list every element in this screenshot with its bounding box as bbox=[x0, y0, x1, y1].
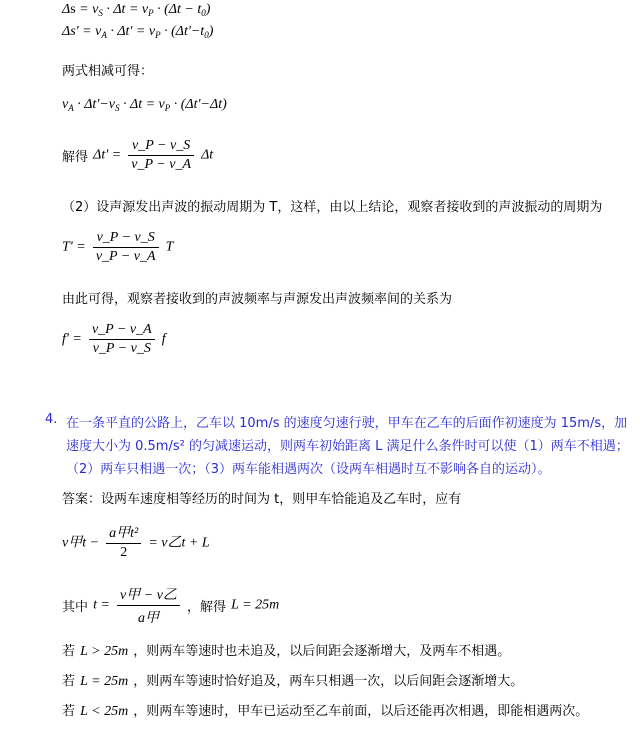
subtract-text: 两式相减可得： bbox=[62, 64, 154, 79]
period-formula bbox=[62, 230, 173, 265]
case-1-prefix: 若 bbox=[62, 644, 76, 659]
dt-denominator: v_P − v_A bbox=[131, 157, 191, 172]
case-2-prefix: 若 bbox=[62, 674, 76, 689]
case-2-text: ，则两车等速时恰好追及，两车只相遇一次，以后间距会逐渐增大。 bbox=[133, 674, 524, 689]
case-3-prefix: 若 bbox=[62, 704, 76, 719]
chase-rhs: = v乙t + L bbox=[148, 535, 210, 551]
t-lhs: t = bbox=[93, 597, 110, 613]
solve2-label: ，解得 bbox=[187, 600, 227, 615]
question-line-1: 在一条平直的公路上，乙车以 10m/s 的速度匀速行驶，甲车在乙车的后面作初速度为 15m/s，加 bbox=[66, 416, 628, 431]
equation-line-2: $\Delta s' = v_A \cdot \Delta t' = v_P \cdot (\Delta t'-t_0)$ bbox=[62, 24, 214, 40]
T-numerator: v_P − v_S bbox=[93, 230, 159, 248]
T-lhs: T' = bbox=[62, 239, 86, 255]
t-numerator: v甲 − v乙 bbox=[117, 584, 180, 606]
T-tail: T bbox=[165, 239, 174, 255]
chase-denominator: 2 bbox=[120, 545, 128, 560]
part2-text: （2）设声源发出声波的振动周期为 T，这样，由以上结论，观察者接收到的声波振动的周期为 bbox=[62, 200, 603, 215]
equation-line-1: $\Delta s = v_S \cdot \Delta t = v_P \cdot (\Delta t - t_0)$ bbox=[62, 2, 211, 18]
solve-label: 解得 bbox=[62, 150, 89, 165]
L-result: L = 25m bbox=[231, 597, 280, 613]
case-1-text: ，则两车等速时也未追及，以后间距会逐渐增大，及两车不相遇。 bbox=[133, 644, 511, 659]
solve-dt-block bbox=[62, 138, 213, 173]
f-denominator: v_P − v_S bbox=[92, 341, 151, 356]
dt-numerator: v_P − v_S bbox=[128, 138, 194, 156]
case-3 bbox=[62, 700, 588, 720]
dt-tail: Δt bbox=[201, 147, 214, 163]
t-denominator: a甲 bbox=[137, 611, 159, 626]
case-3-text: ，则两车等速时，甲车已运动至乙车前面，以后还能再次相遇，即能相遇两次。 bbox=[133, 704, 589, 719]
case-1 bbox=[62, 640, 510, 660]
case-3-condition: L < 25m bbox=[80, 704, 129, 719]
equation-line-3: $v_A \cdot \Delta t'-v_S \cdot \Delta t = v_P \cdot (\Delta t'-\Delta t)$ bbox=[62, 97, 227, 113]
question-number: 4. bbox=[45, 412, 58, 427]
dt-lhs: Δt' = bbox=[93, 147, 122, 163]
t-fraction bbox=[117, 584, 180, 627]
f-tail: f bbox=[161, 331, 166, 347]
case-2 bbox=[62, 670, 523, 690]
where-label: 其中 bbox=[62, 600, 89, 615]
chase-equation bbox=[62, 522, 210, 561]
question-line-2: 速度大小为 0.5m/s² 的匀减速运动，则两车初始距离 L 满足什么条件时可以使（1）两车不相遇； bbox=[66, 439, 629, 454]
f-lhs: f' = bbox=[62, 331, 82, 347]
T-denominator: v_P − v_A bbox=[95, 249, 156, 264]
conclude-text: 由此可得，观察者接收到的声波频率与声源发出声波频率间的关系为 bbox=[62, 292, 453, 307]
case-1-condition: L > 25m bbox=[80, 644, 129, 659]
T-fraction bbox=[93, 230, 159, 265]
chase-numerator: a甲t² bbox=[106, 522, 141, 544]
case-2-condition: L = 25m bbox=[80, 674, 129, 689]
dt-fraction bbox=[128, 138, 194, 173]
chase-fraction bbox=[106, 522, 141, 561]
answer-text: 答案：设两车速度相等经历的时间为 t，则甲车恰能追及乙车时，应有 bbox=[62, 492, 462, 507]
frequency-formula bbox=[62, 322, 166, 357]
f-numerator: v_P − v_A bbox=[89, 322, 155, 340]
question-line-3: （2）两车只相遇一次；（3）两车能相遇两次（设两车相遇时互不影响各自的运动）。 bbox=[66, 462, 551, 477]
chase-lhs: v甲t − bbox=[62, 535, 100, 551]
time-result-line bbox=[62, 584, 279, 627]
f-fraction bbox=[89, 322, 155, 357]
